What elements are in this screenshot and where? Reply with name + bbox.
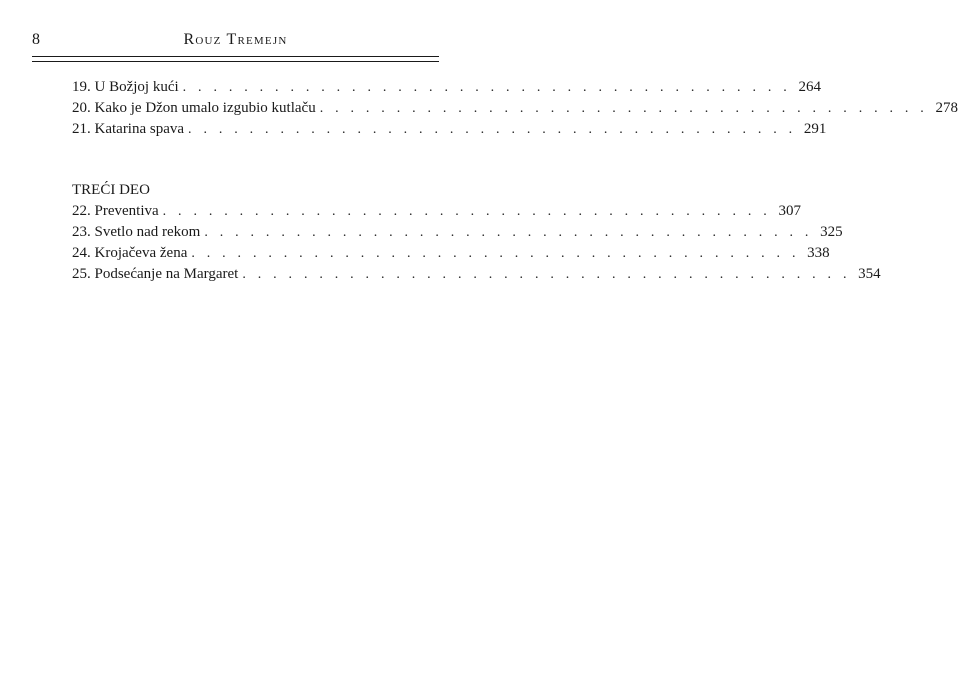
toc-entry-title: 24. Krojačeva žena xyxy=(72,245,188,261)
toc-entry xyxy=(72,264,881,285)
running-head-author: Rouz Tremejn xyxy=(183,31,288,48)
toc-leader-dots: . . . . . . . . . . . . . . . . . . . . . . . . . . . . . . . . . . . . . . . . xyxy=(319,101,929,116)
toc-leader-dots: . . . . . . . . . . . . . . . . . . . . . . . . . . . . . . . . . . . . . . . . xyxy=(204,225,813,240)
toc-section-part-three xyxy=(72,180,881,285)
header-rule-thin xyxy=(32,61,439,62)
toc-entry-page: 325 xyxy=(820,224,843,240)
page-number: 8 xyxy=(32,31,40,48)
page-header xyxy=(32,30,439,54)
toc-leader-dots: . . . . . . . . . . . . . . . . . . . . . . . . . . . . . . . . . . . . . . . . xyxy=(242,267,851,282)
toc-entry-title: 22. Preventiva xyxy=(72,203,159,219)
toc-entry xyxy=(72,243,830,264)
toc-leader-dots: . . . . . . . . . . . . . . . . . . . . . . . . . . . . . . . . . . . . . . . . xyxy=(188,122,797,137)
toc-entry-title: 19. U Božjoj kući xyxy=(72,79,179,95)
toc-entry xyxy=(72,119,827,140)
toc-entry-page: 307 xyxy=(778,203,801,219)
toc-leader-dots: . . . . . . . . . . . . . . . . . . . . . . . . . . . . . . . . . . . . . . . . xyxy=(162,204,771,219)
part-heading: TREĆI DEO xyxy=(72,182,150,198)
toc-entry-title: 21. Katarina spava xyxy=(72,121,185,137)
toc-entry-title: 20. Kako je Džon umalo izgubio kutlaču xyxy=(72,100,316,116)
toc-entry-page: 278 xyxy=(935,100,958,116)
toc-entry-page: 354 xyxy=(858,266,881,282)
toc-entry-title: 25. Podsećanje na Margaret xyxy=(72,266,239,282)
toc-entry xyxy=(72,201,801,222)
toc-entry-page: 338 xyxy=(807,245,830,261)
toc-leader-dots: . . . . . . . . . . . . . . . . . . . . . . . . . . . . . . . . . . . . . . . . xyxy=(182,80,791,95)
toc-entry xyxy=(72,222,843,243)
toc-entry-title: 23. Svetlo nad rekom xyxy=(72,224,201,240)
toc-entry xyxy=(72,77,821,98)
toc-entry-page: 264 xyxy=(798,79,821,95)
toc-leader-dots: . . . . . . . . . . . . . . . . . . . . . . . . . . . . . . . . . . . . . . . . xyxy=(191,246,800,261)
toc-entry-page: 291 xyxy=(803,121,827,137)
header-rule-thick xyxy=(32,56,439,57)
toc-entry xyxy=(72,98,958,119)
toc-section-part-two-continued xyxy=(72,77,958,140)
